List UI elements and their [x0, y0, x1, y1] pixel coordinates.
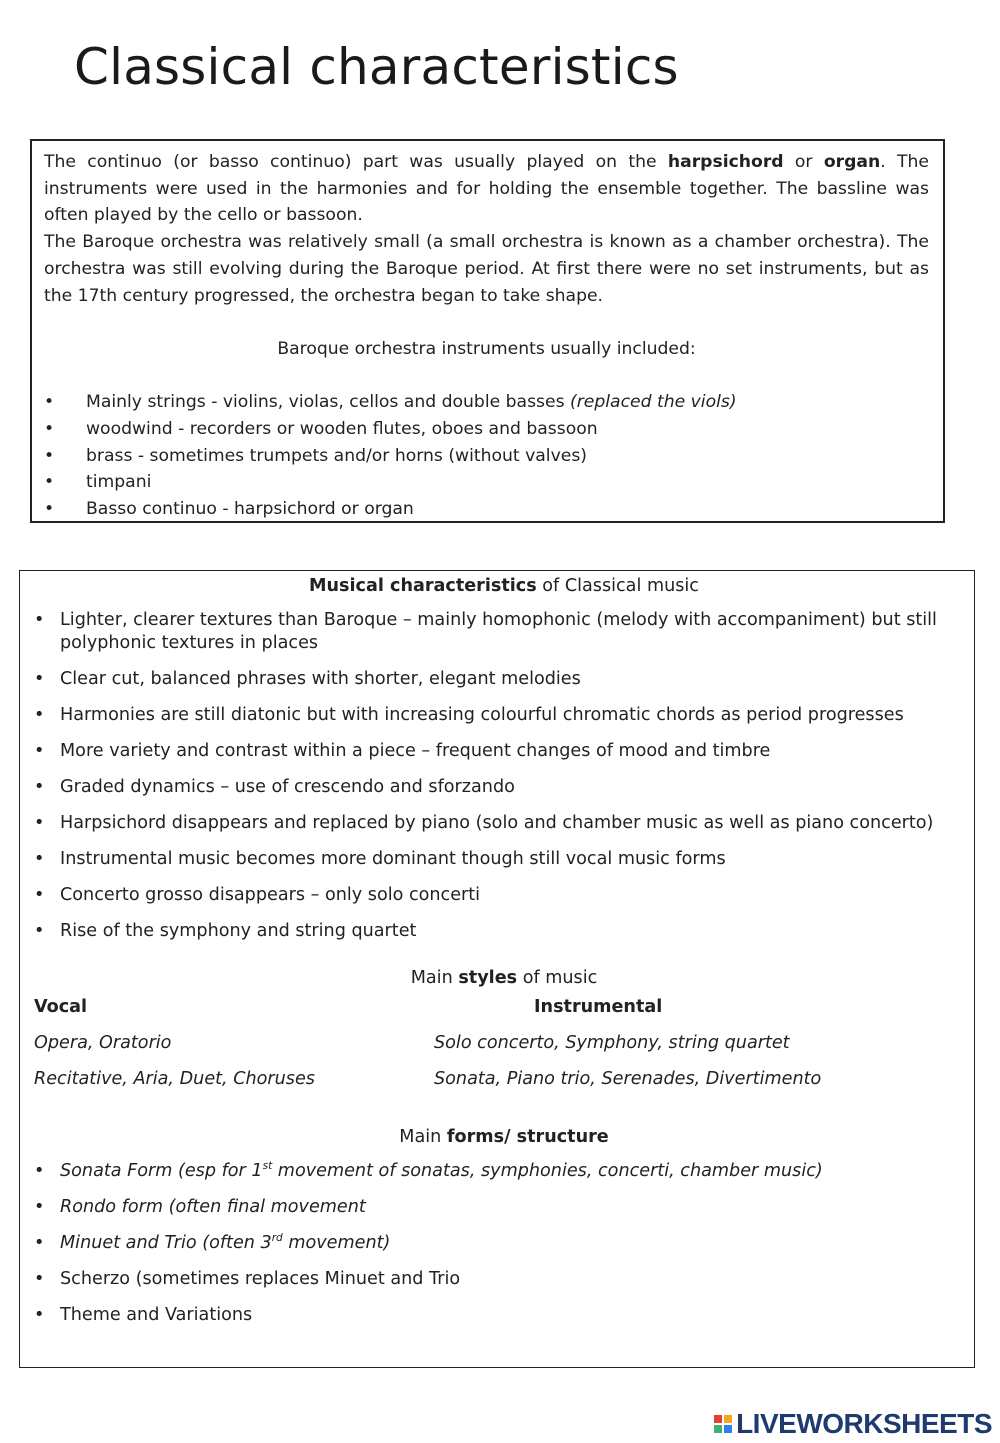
logo-wordmark: LIVEWORKSHEETS [736, 1408, 992, 1439]
heading-text: Main [399, 1127, 447, 1147]
spacer [44, 309, 929, 336]
list-item [44, 389, 929, 416]
item-text: Clear cut, balanced phrases with shorter, elegant melodies [60, 669, 581, 689]
vocal-style: Recitative, Aria, Duet, Choruses [34, 1069, 315, 1089]
baroque-info-box [30, 139, 945, 523]
bullet-icon: • [34, 741, 45, 761]
item-text: movement of sonatas, symphonies, concerti, chamber music) [272, 1161, 823, 1181]
list-item [34, 1196, 974, 1219]
paragraph-text: . The instruments were used in the harmonies and for holding the ensemble together. The bassline was often played by the cello or bassoon. [44, 152, 929, 226]
heading-text: Main [410, 968, 459, 988]
item-text: Scherzo (sometimes replaces Minuet and Trio [60, 1269, 461, 1289]
heading-bold: styles [458, 968, 518, 988]
bullet-icon: • [34, 610, 45, 630]
list-item [34, 1304, 974, 1327]
item-text: Theme and Variations [60, 1305, 253, 1325]
harpsichord-term: harpsichord [667, 152, 784, 172]
bullet-icon: • [34, 921, 45, 941]
item-text: Basso continuo - harpsichord or organ [86, 499, 414, 520]
list-item [34, 776, 974, 799]
forms-heading [34, 1126, 974, 1149]
list-item [34, 848, 974, 871]
item-text: Harpsichord disappears and replaced by piano (solo and chamber music as well as piano concerto) [60, 813, 934, 833]
liveworksheets-logo [714, 1409, 992, 1439]
bullet-icon: • [34, 1197, 45, 1217]
orchestra-paragraph: The Baroque orchestra was relatively small (a small orchestra is known as a chamber orchestra). The orchestra was still evolving during the Baroque period. At first there were no set instruments, but as the 17th century progressed, the orchestra began to take shape. [44, 232, 929, 306]
vocal-label: Vocal [34, 997, 88, 1017]
list-item [44, 496, 929, 523]
list-item [34, 1232, 974, 1255]
item-text: Concerto grosso disappears – only solo concerti [60, 885, 481, 905]
characteristics-heading [34, 575, 974, 598]
item-text: woodwind - recorders or wooden flutes, oboes and bassoon [86, 419, 598, 439]
item-text: Mainly strings - violins, violas, cellos and double basses [86, 392, 570, 413]
item-text: movement) [282, 1233, 391, 1253]
item-text: Minuet and Trio (often 3 [60, 1233, 272, 1253]
list-item [44, 469, 929, 496]
vocal-style: Opera, Oratorio [34, 1033, 172, 1053]
bullet-icon: • [44, 499, 55, 520]
bullet-icon: • [44, 445, 55, 466]
list-item [34, 884, 974, 907]
item-italic-note: (replaced the viols) [570, 392, 737, 413]
logo-block [714, 1425, 722, 1433]
page-title: Classical characteristics [74, 38, 679, 96]
characteristics-list [34, 609, 974, 943]
list-item [34, 1160, 974, 1183]
list-item [34, 704, 974, 727]
item-text: Graded dynamics – use of crescendo and sforzando [60, 777, 515, 797]
item-text: timpani [86, 472, 152, 493]
heading-bold: forms/ structure [446, 1127, 609, 1147]
heading-text: of music [517, 968, 598, 988]
logo-block [724, 1425, 732, 1433]
instrumental-column [434, 996, 821, 1104]
list-item [34, 1268, 974, 1291]
continuo-paragraph [44, 149, 929, 229]
paragraph-text: The continuo (or basso continuo) part was usually played on the [44, 152, 668, 172]
instrumental-label: Instrumental [534, 997, 663, 1017]
bullet-icon: • [34, 669, 45, 689]
bullet-icon: • [44, 392, 55, 413]
bullet-icon: • [34, 885, 45, 905]
list-item [44, 416, 929, 443]
heading-bold: Musical characteristics [309, 576, 537, 596]
item-text: brass - sometimes trumpets and/or horns (without valves) [86, 445, 587, 466]
list-item [44, 443, 929, 470]
bullet-icon: • [44, 419, 55, 439]
bullet-icon: • [34, 1233, 45, 1253]
vocal-column [34, 996, 315, 1104]
item-text: More variety and contrast within a piece – frequent changes of mood and timbre [60, 741, 771, 761]
list-item [34, 668, 974, 691]
list-item [34, 920, 974, 943]
bullet-icon: • [34, 1269, 45, 1289]
logo-block [724, 1415, 732, 1423]
paragraph-text: or [783, 152, 824, 172]
logo-blocks-icon [714, 1415, 732, 1433]
organ-term: organ [823, 152, 881, 172]
item-text: Harmonies are still diatonic but with increasing colourful chromatic chords as period progresses [60, 705, 904, 725]
item-text: Instrumental music becomes more dominant though still vocal music forms [60, 849, 726, 869]
instruments-heading: Baroque orchestra instruments usually included: [277, 338, 696, 359]
list-item [34, 812, 974, 835]
ordinal-suffix: rd [271, 1232, 283, 1245]
styles-heading [34, 967, 974, 990]
bullet-icon: • [34, 777, 45, 797]
forms-list [34, 1160, 974, 1327]
item-text: Rise of the symphony and string quartet [60, 921, 417, 941]
bullet-icon: • [34, 813, 45, 833]
styles-table [34, 996, 974, 1108]
logo-block [714, 1415, 722, 1423]
item-text: Rondo form (often final movement [60, 1197, 366, 1217]
list-item [34, 740, 974, 763]
item-text: Lighter, clearer textures than Baroque – mainly homophonic (melody with accompaniment) but still polyphonic textures in places [60, 610, 937, 653]
item-text: Sonata Form (esp for 1 [60, 1161, 263, 1181]
list-item [34, 609, 974, 655]
bullet-icon: • [34, 1161, 45, 1181]
bullet-icon: • [34, 849, 45, 869]
ordinal-suffix: st [262, 1160, 273, 1173]
spacer [44, 363, 929, 390]
heading-rest: of Classical music [536, 576, 699, 596]
bullet-icon: • [34, 705, 45, 725]
instrumental-style: Sonata, Piano trio, Serenades, Divertimento [434, 1069, 822, 1089]
instruments-list [44, 389, 929, 523]
classical-characteristics-box [19, 570, 975, 1368]
instrumental-style: Solo concerto, Symphony, string quartet [434, 1033, 790, 1053]
bullet-icon: • [34, 1305, 45, 1325]
bullet-icon: • [44, 472, 55, 493]
